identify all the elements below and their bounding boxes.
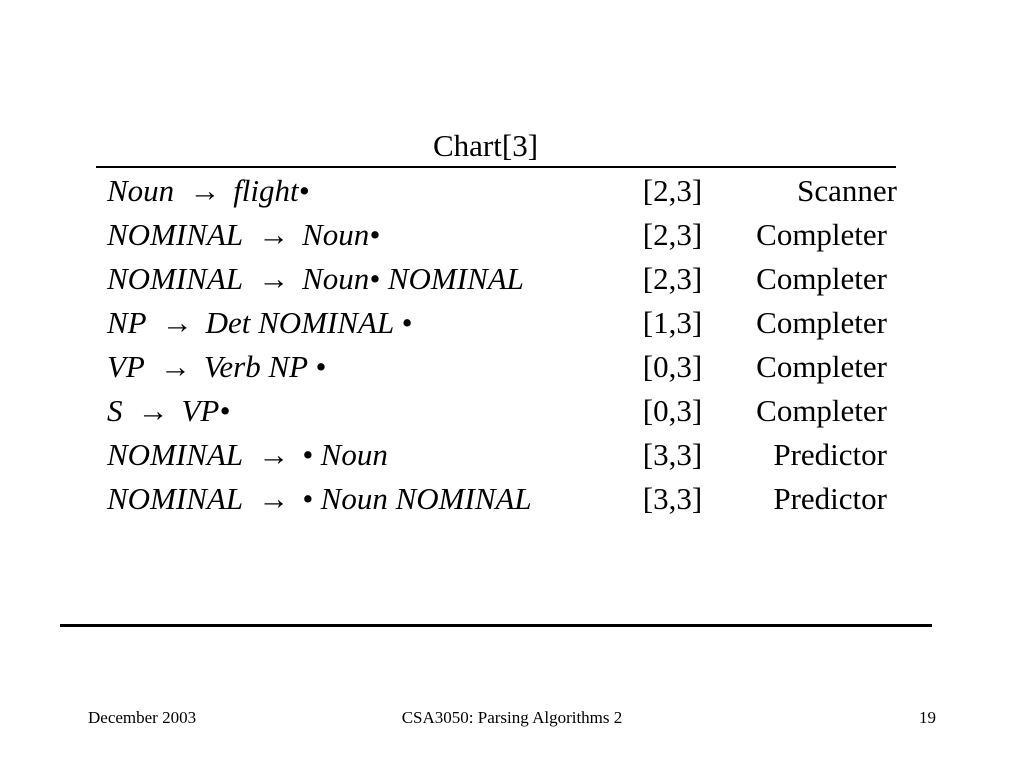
table-row [0,170,1024,214]
arrow-icon: → [137,393,169,428]
table-row [0,390,1024,434]
rule-lhs: NOMINAL [107,437,244,472]
arrow-icon: → [159,349,191,384]
arrow-icon: → [258,217,290,252]
state-span: [2,3] [642,261,703,296]
state-span: [3,3] [642,481,703,516]
state-operation: Completer [756,305,887,340]
rule-rhs: VP• [181,393,231,428]
arrow-icon: → [189,173,221,208]
dotted-rule [107,262,524,296]
state-operation: Scanner [797,173,897,208]
state-span: [3,3] [642,437,703,472]
rule-rhs: Noun• [302,217,381,252]
table-row [0,258,1024,302]
dotted-rule [107,438,388,472]
rule-rhs: • Noun NOMINAL [302,481,532,516]
dotted-rule [107,482,532,516]
dotted-rule [107,350,326,384]
footer-page-number: 19 [919,708,936,727]
dotted-rule [107,394,230,428]
state-operation: Completer [756,217,887,252]
state-span: [2,3] [642,173,703,208]
state-span: [1,3] [642,305,703,340]
rule-lhs: NOMINAL [107,481,244,516]
arrow-icon: → [258,437,290,472]
footer-course-title: CSA3050: Parsing Algorithms 2 [401,708,623,727]
state-operation: Completer [756,261,887,296]
dotted-rule [107,218,380,252]
table-row [0,346,1024,390]
state-span: [0,3] [642,393,703,428]
rule-lhs: NOMINAL [107,261,244,296]
arrow-icon: → [258,261,290,296]
rule-lhs: NOMINAL [107,217,244,252]
table-row [0,478,1024,522]
rule-lhs: NP [107,305,147,340]
rule-rhs: Noun• NOMINAL [302,261,524,296]
rule-rhs: • Noun [302,437,388,472]
chart-title: Chart[3] [433,128,539,163]
rule-lhs: VP [107,349,145,384]
state-operation: Predictor [773,481,887,516]
arrow-icon: → [161,305,193,340]
state-operation: Completer [756,349,887,384]
table-row [0,302,1024,346]
table-row [0,434,1024,478]
rule-lhs: S [107,393,123,428]
rule-rhs: Verb NP • [203,349,327,384]
footer-date: December 2003 [88,708,197,727]
dotted-rule [107,306,412,340]
rule-rhs: flight• [233,173,310,208]
title-divider [96,166,896,168]
state-operation: Predictor [773,437,887,472]
rule-rhs: Det NOMINAL • [205,305,413,340]
dotted-rule [107,174,310,208]
footer-divider [60,624,932,627]
arrow-icon: → [258,481,290,516]
table-row [0,214,1024,258]
state-operation: Completer [756,393,887,428]
state-span: [2,3] [642,217,703,252]
state-span: [0,3] [642,349,703,384]
rule-lhs: Noun [107,173,175,208]
